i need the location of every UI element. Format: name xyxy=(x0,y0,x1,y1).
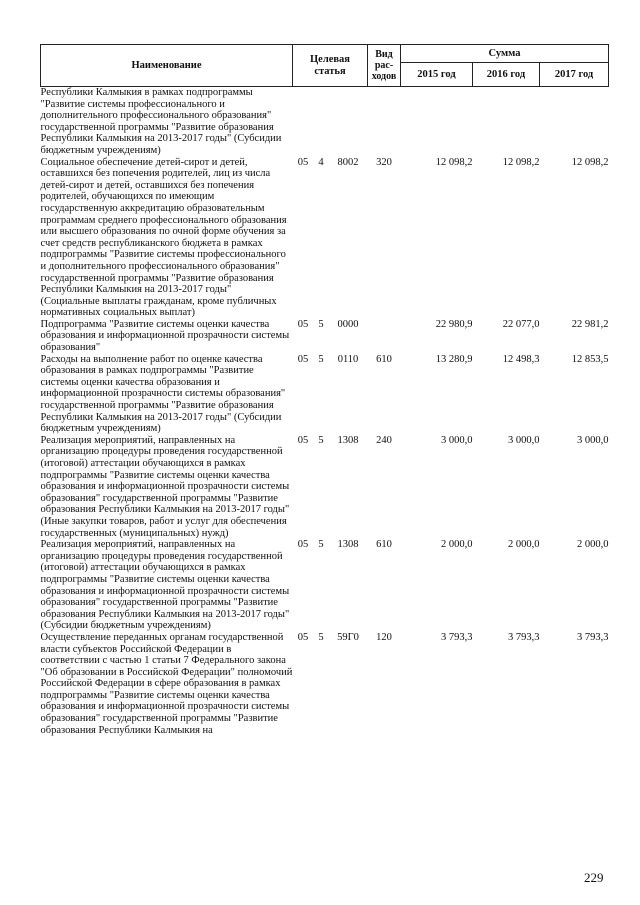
row-sum-2017: 12 098,2 xyxy=(571,156,609,168)
row-code-a xyxy=(293,87,314,157)
row-name: Расходы на выполнение работ по оценке качества образования в рамках подпрограммы "Развитие системы оценки качества образования и информационной прозрачности системы образования" государственной программы "Развитие образования Республики Калмыкия на 2013-2017 годы" (Субсидии бюджетным учреждениям) xyxy=(40,353,286,435)
header-name: Наименование xyxy=(41,45,293,87)
row-code-a: 05 xyxy=(297,631,309,643)
row-code-c: 8002 xyxy=(337,156,359,168)
header-sum: Сумма xyxy=(401,45,609,63)
row-sum-2015: 22 980,9 xyxy=(435,318,473,330)
row-code-b: 5 xyxy=(318,353,324,365)
table-row xyxy=(41,157,609,319)
row-sum-2017 xyxy=(540,87,609,157)
row-sum-2016: 3 793,3 xyxy=(508,631,540,643)
row-sum-2015: 2 000,0 xyxy=(441,539,473,551)
table-header xyxy=(41,45,609,87)
row-sum-2016: 2 000,0 xyxy=(508,539,540,551)
row-expense-type: 120 xyxy=(376,631,392,643)
header-target-article: Целевая статья xyxy=(293,45,368,87)
page-number: 229 xyxy=(584,870,604,885)
row-code-c: 0000 xyxy=(337,318,359,330)
row-code-a: 05 xyxy=(297,353,309,365)
row-code-c xyxy=(329,87,368,157)
row-sum-2017: 3 000,0 xyxy=(577,434,609,446)
row-sum-2016: 22 077,0 xyxy=(502,318,540,330)
header-expense-type-line1: Вид xyxy=(375,49,393,60)
header-year-2015: 2015 год xyxy=(401,63,473,87)
row-sum-2017: 12 853,5 xyxy=(571,353,609,365)
row-code-c: 0110 xyxy=(337,353,359,365)
row-name: Реализация мероприятий, направленных на организацию процедуры проведения государственной (итоговой) аттестации обучающихся в рамках подпрограммы "Развитие системы оценки качества образования и информационной прозрачности системы образования" государственной программы "Развитие образования Республики Калмыкия на 2013-2017 годы" (Иные закупки товаров, работ и услуг для обеспечения государственных (муниципальных) нужд) xyxy=(40,434,290,539)
row-sum-2016 xyxy=(473,87,540,157)
row-code-c: 1308 xyxy=(337,434,359,446)
row-sum-2017: 3 793,3 xyxy=(577,631,609,643)
row-sum-2015: 3 000,0 xyxy=(441,434,473,446)
row-code-b: 5 xyxy=(318,631,324,643)
row-sum-2016: 12 498,3 xyxy=(502,353,540,365)
row-sum-2016: 3 000,0 xyxy=(508,434,540,446)
row-code-b: 5 xyxy=(318,539,324,551)
row-code-b: 4 xyxy=(318,156,324,168)
table-row xyxy=(41,87,609,157)
row-sum-2015: 12 098,2 xyxy=(435,156,473,168)
row-code-a: 05 xyxy=(297,318,309,330)
row-code-a: 05 xyxy=(297,434,309,446)
header-year-2017: 2017 год xyxy=(540,63,609,87)
row-name: Подпрограмма "Развитие системы оценки качества образования и информационной прозрачности системы образования" xyxy=(40,318,290,354)
row-code-b xyxy=(314,87,329,157)
row-code-c: 1308 xyxy=(337,539,359,551)
row-name: Осуществление переданных органам государственной власти субъектов Российской Федерации в соответствии с частью 1 статьи 7 Федерального закона "Об образовании в Российской Федерации" полномочий Российской Федерации в сфере образования в рамках подпрограммы "Развитие системы оценки качества образования и информационной прозрачности системы образования" государственной программы "Развитие образования Республики Калмыкия на xyxy=(40,631,293,736)
row-expense-type xyxy=(368,319,401,354)
row-sum-2017: 2 000,0 xyxy=(577,539,609,551)
row-sum-2017: 22 981,2 xyxy=(571,318,609,330)
row-code-c: 59Г0 xyxy=(337,631,359,643)
table-row xyxy=(41,632,609,736)
row-sum-2016: 12 098,2 xyxy=(502,156,540,168)
row-expense-type: 610 xyxy=(376,353,392,365)
table-row xyxy=(41,539,609,632)
row-expense-type: 610 xyxy=(376,539,392,551)
table-row xyxy=(41,354,609,435)
header-year-2016: 2016 год xyxy=(473,63,540,87)
header-expense-type-line2: рас- xyxy=(374,60,394,71)
row-name: Реализация мероприятий, направленных на организацию процедуры проведения государственной (итоговой) аттестации обучающихся в рамках подпрограммы "Развитие системы оценки качества образования и информационной прозрачности системы образования" государственной программы "Развитие образования Республики Калмыкия на 2013-2017 годы" (Субсидии бюджетным учреждениям) xyxy=(40,539,290,632)
row-sum-2015 xyxy=(401,87,473,157)
row-code-b: 5 xyxy=(318,318,324,330)
row-expense-type xyxy=(368,87,401,157)
table-body xyxy=(41,87,609,737)
row-sum-2015: 13 280,9 xyxy=(435,353,473,365)
row-sum-2015: 3 793,3 xyxy=(441,631,473,643)
row-code-a: 05 xyxy=(297,156,309,168)
row-name: Республики Калмыкия в рамках подпрограммы "Развитие системы профессионального и дополнительного профессионального образования" государственной программы "Развитие образования Республики Калмыкия на 2013-2017 годы" (Субсидии бюджетным учреждениям) xyxy=(40,87,282,156)
header-expense-type xyxy=(368,45,401,87)
row-code-a: 05 xyxy=(297,539,309,551)
table-row xyxy=(41,435,609,539)
row-expense-type: 240 xyxy=(376,434,392,446)
header-expense-type-line3: ходов xyxy=(371,71,397,82)
table-row xyxy=(41,319,609,354)
row-name: Социальное обеспечение детей-сирот и детей, оставшихся без попечения родителей, лиц из числа детей-сирот и детей, оставшихся без попечения родителей, обучающихся по имеющим государственную аккредитацию образовательным программам среднего профессионального образования или высшего образования по очной форме обучения за счет средств республиканского бюджета в рамках подпрограммы "Развитие системы профессионального и дополнительного профессионального образования" государственной программы "Развитие образования Республики Калмыкия на 2013-2017 годы" (Социальные выплаты гражданам, кроме публичных нормативных социальных выплат) xyxy=(40,156,287,319)
row-expense-type: 320 xyxy=(376,156,392,168)
row-code-b: 5 xyxy=(318,434,324,446)
budget-table xyxy=(40,44,609,736)
